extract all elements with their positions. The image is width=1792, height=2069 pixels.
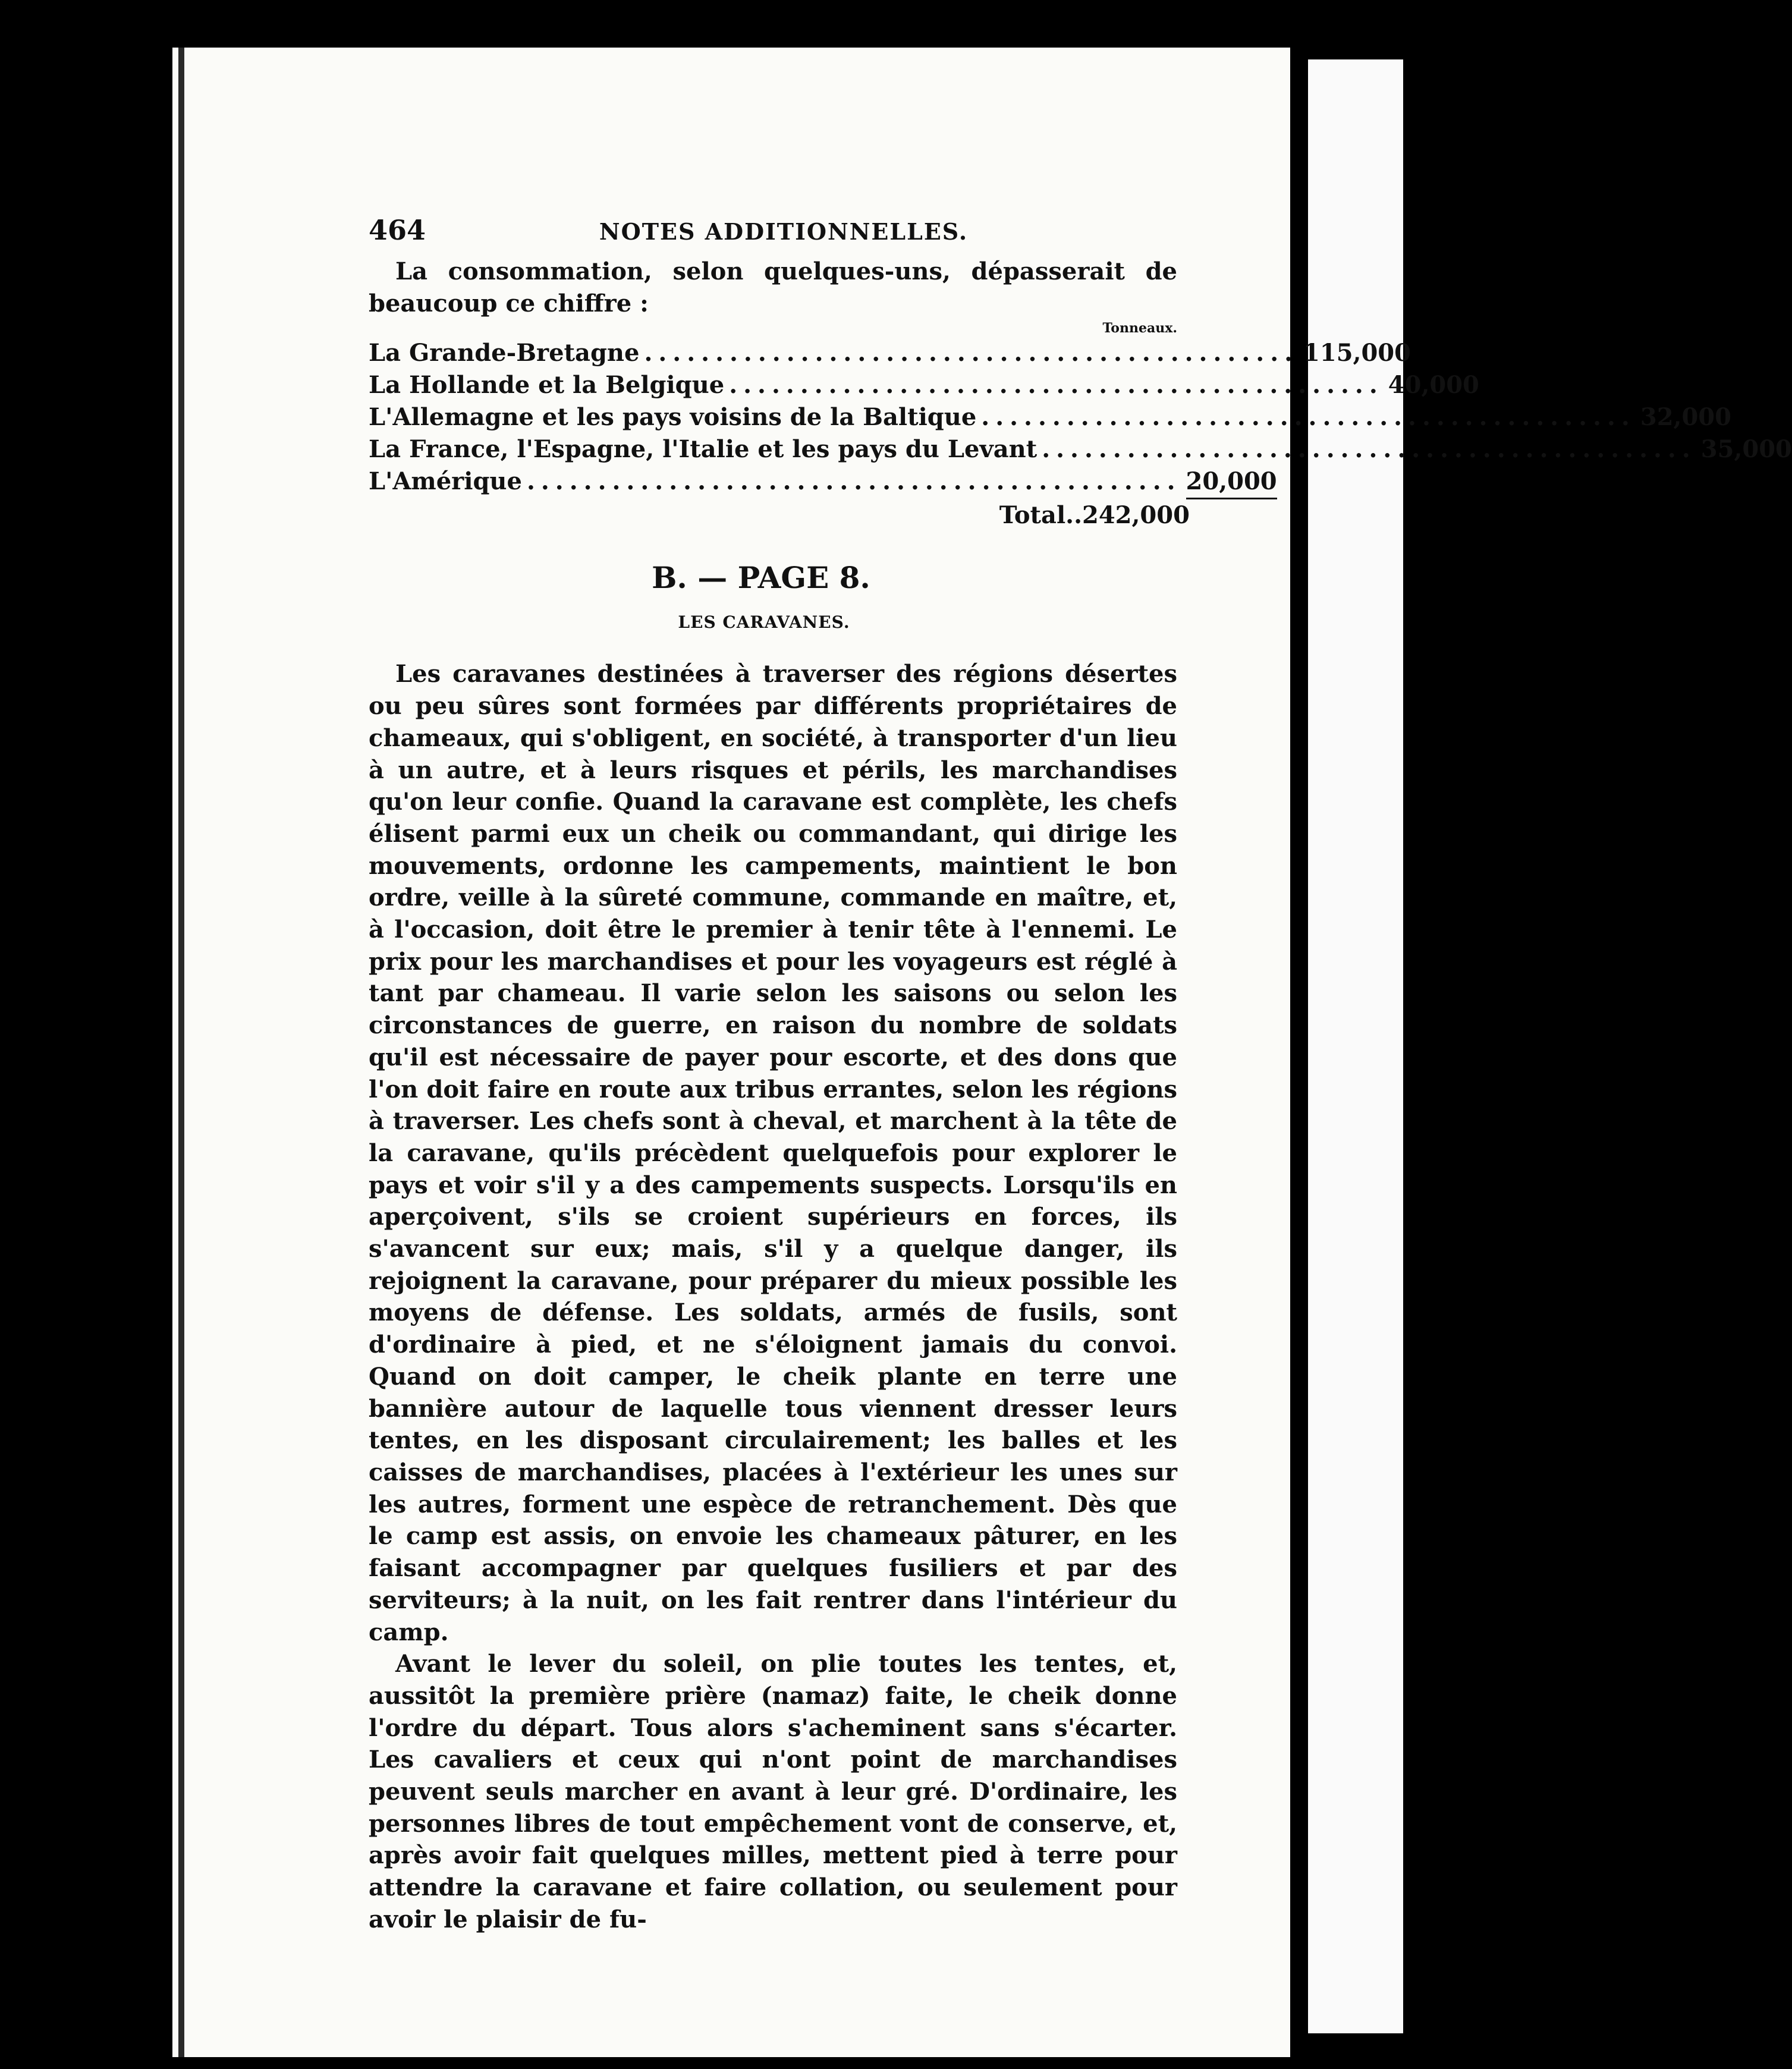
section-body — [369, 658, 1177, 1935]
table-row — [369, 401, 1731, 433]
total-label: Total.. — [999, 501, 1082, 530]
running-title: NOTES ADDITIONNELLES. — [599, 218, 969, 245]
row-value: 20,000 — [1186, 466, 1277, 499]
leader-dots: .............................................. — [981, 403, 1636, 432]
section-subtitle: LES CARAVANES. — [678, 612, 850, 633]
total-value: 242,000 — [1082, 501, 1190, 530]
running-head — [369, 214, 1177, 256]
table-row — [369, 433, 1792, 466]
section-title: B. — PAGE 8. — [652, 560, 870, 596]
table-row — [369, 369, 1479, 401]
table-row — [369, 337, 1411, 369]
row-value: 40,000 — [1388, 371, 1479, 400]
table-unit-label: Tonneaux. — [1102, 320, 1177, 337]
row-label: La Grande-Bretagne — [369, 339, 640, 367]
body-paragraph: Avant le lever du soleil, on plie toutes les tentes, et, aussitôt la première prière (namaz) faite, le cheik donne l'ordre du départ. Tous alors s'acheminent sans s'écarter. Les cavaliers et ceux qui n'ont point de marchandises peuvent seuls marcher en avant à leur gré. D'ordinaire, les personnes libres de tout empêchement vont de conserve, et, après avoir fait quelques milles, mettent pied à terre pour attendre la caravane et faire collation, ou seulement pour avoir le plaisir de fu- — [369, 1650, 1177, 1933]
row-value: 35,000 — [1700, 435, 1792, 464]
page-number: 464 — [369, 214, 426, 246]
row-value: 115,000 — [1303, 339, 1411, 367]
leader-dots: .............................................. — [526, 467, 1181, 496]
page-content — [369, 214, 1792, 1936]
leader-dots: .............................................. — [644, 339, 1299, 367]
row-label: L'Allemagne et les pays voisins de la Baltique — [369, 403, 977, 432]
row-value: 32,000 — [1640, 403, 1731, 432]
binding-gutter — [178, 48, 184, 2057]
leader-dots: .............................................. — [1042, 435, 1696, 464]
row-label: La France, l'Espagne, l'Italie et les pays du Levant — [369, 435, 1038, 464]
row-label: La Hollande et la Belgique — [369, 371, 725, 400]
row-label: L'Amérique — [369, 467, 522, 496]
intro-paragraph: La consommation, selon quelques-uns, dépasserait de beaucoup ce chiffre : — [369, 257, 1177, 317]
table-total-row — [369, 498, 1190, 533]
consumption-table — [369, 337, 1792, 533]
body-paragraph: Les caravanes destinées à traverser des régions désertes ou peu sûres sont formées par différents propriétaires de chameaux, qui s'obligent, en société, à transporter d'un lieu à un autre, et à leurs risques et périls, les marchandises qu'on leur confie. Quand la caravane est complète, les chefs élisent parmi eux un cheik ou commandant, qui dirige les mouvements, ordonne les campements, maintient le bon ordre, veille à la sûreté commune, commande en maître, et, à l'occasion, doit être le premier à tenir tête à l'ennemi. Le prix pour les marchandises et pour les voyageurs est réglé à tant par chameau. Il varie selon les saisons ou selon les circonstances de guerre, en raison du nombre de soldats qu'il est nécessaire de payer pour escorte, et des dons que l'on doit faire en route aux tribus errantes, selon les régions à traverser. Les chefs sont à cheval, et marchent à la tête de la caravane, qu'ils précèdent quelquefois pour explorer le pays et voir s'il y a des campements suspects. Lorsqu'ils en aperçoivent, s'ils se croient supérieurs en forces, ils s'avancent sur eux; mais, s'il y a quelque danger, ils rejoignent la caravane, pour préparer du mieux possible les moyens de défense. Les soldats, armés de fusils, sont d'ordinaire à pied, et ne s'éloignent jamais du convoi. Quand on doit camper, le cheik plante en terre une bannière autour de laquelle tous viennent dresser leurs tentes, en les disposant circulairement; les balles et les caisses de marchandises, placées à l'extérieur les unes sur les autres, forment une espèce de retranchement. Dès que le camp est assis, on envoie les chameaux pâturer, en les faisant accompagner par quelques fusiliers et par des serviteurs; à la nuit, on les fait rentrer dans l'intérieur du camp. — [369, 660, 1177, 1646]
table-row — [369, 466, 1277, 498]
leader-dots: .............................................. — [729, 371, 1384, 400]
